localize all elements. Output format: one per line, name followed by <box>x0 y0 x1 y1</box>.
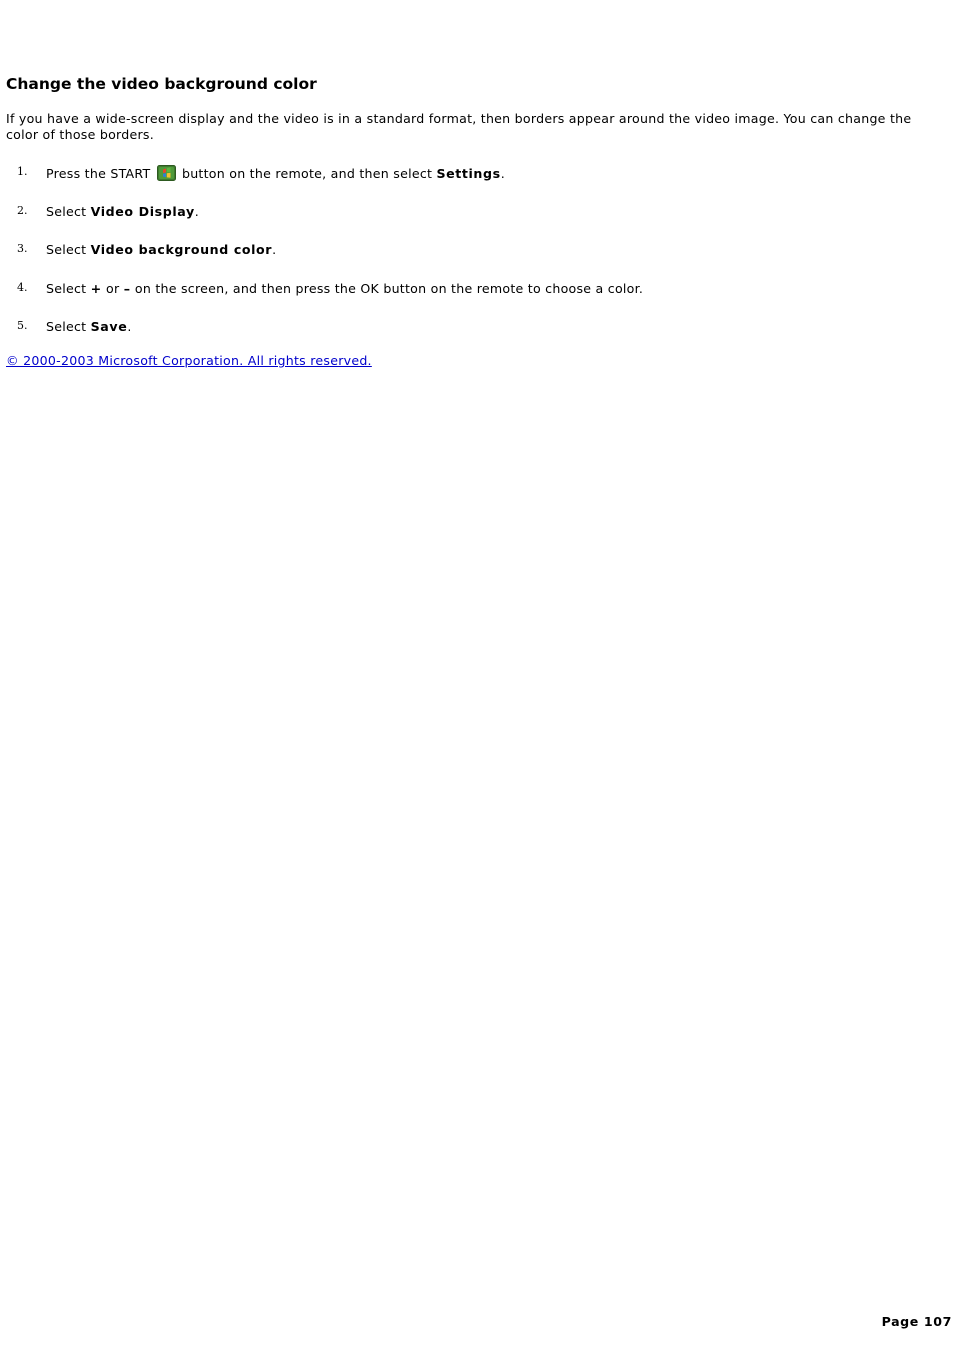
step-text-before: Press the START <box>46 166 151 181</box>
step-text-before: Select <box>46 280 87 296</box>
step-text-after: . <box>194 203 200 219</box>
step-number: 1. <box>17 165 28 178</box>
step-bold-term: Video Display <box>90 203 195 219</box>
page-number: Page 107 <box>881 1314 952 1329</box>
step-text-after: . <box>127 319 132 335</box>
step-text-middle: button on the remote, and then select <box>181 166 433 181</box>
step-text-before: Select <box>46 242 87 258</box>
step-number: 2. <box>17 203 28 217</box>
steps-list <box>6 160 946 353</box>
step-bold-term: Settings <box>436 166 501 181</box>
step-text <box>46 242 276 257</box>
step-number: 3. <box>17 242 28 256</box>
step-text-or: or <box>106 280 120 296</box>
step-3 <box>6 237 946 276</box>
step-text <box>46 204 199 219</box>
step-1 <box>6 160 946 199</box>
step-number: 5. <box>17 319 28 333</box>
step-text <box>46 281 643 296</box>
step-4 <box>6 276 946 315</box>
step-text <box>46 165 505 181</box>
step-text-before: Select <box>46 203 87 219</box>
copyright-link[interactable]: © 2000-2003 Microsoft Corporation. All rights reserved. <box>6 353 372 368</box>
step-text-after: . <box>272 242 277 258</box>
step-text-before: Select <box>46 319 87 335</box>
start-button-icon <box>157 165 176 181</box>
plus-symbol: + <box>90 280 102 296</box>
page-title: Change the video background color <box>6 75 317 93</box>
minus-symbol: – <box>123 280 131 296</box>
step-text <box>46 319 132 334</box>
step-bold-term: Video background color <box>90 242 273 258</box>
step-2 <box>6 199 946 238</box>
step-bold-term: Save <box>90 319 128 335</box>
intro-paragraph: If you have a wide-screen display and the video is in a standard format, then borders appear around the video image. You can change the color of those borders. <box>6 111 912 142</box>
step-number: 4. <box>17 280 28 294</box>
step-text-after: on the screen, and then press the OK button on the remote to choose a color. <box>134 280 644 296</box>
step-text-after: . <box>500 166 505 181</box>
step-5 <box>6 314 946 353</box>
